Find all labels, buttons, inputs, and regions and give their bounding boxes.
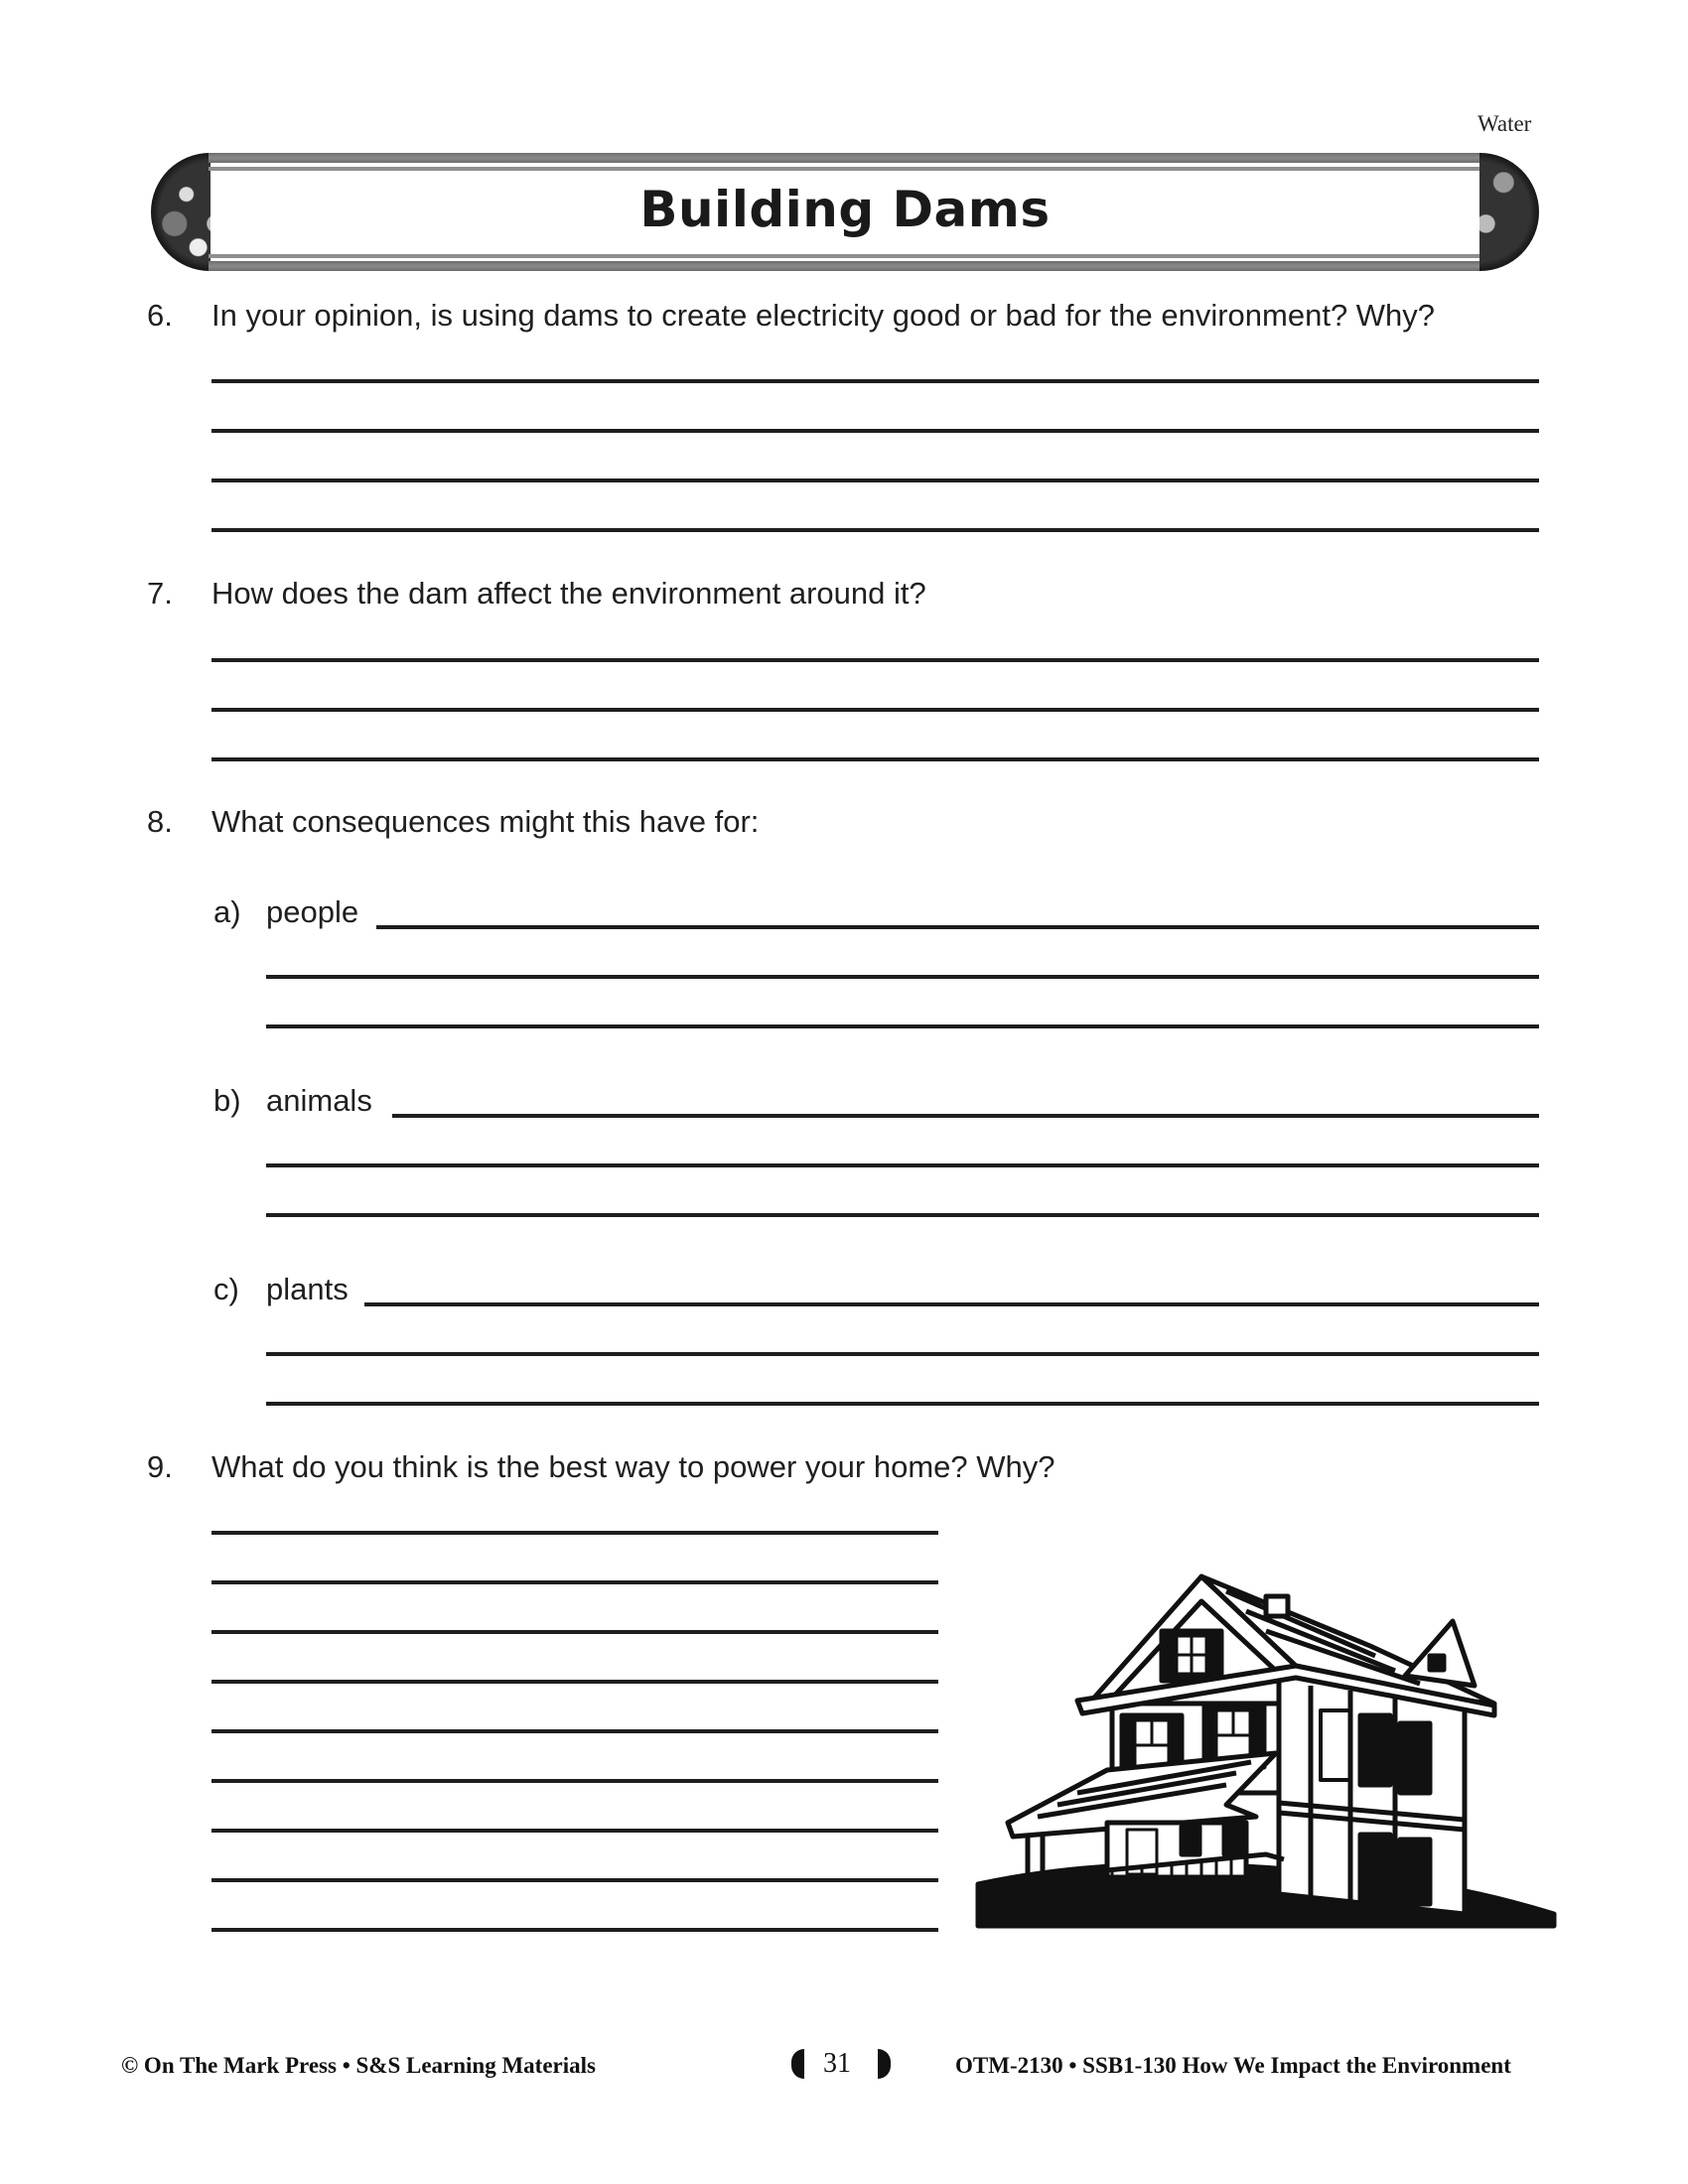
answer-line[interactable] (211, 1531, 938, 1535)
answer-line[interactable] (266, 975, 1539, 979)
question-text: What consequences might this have for: (211, 804, 760, 839)
banner-stripe (209, 254, 1481, 258)
answer-line[interactable] (211, 708, 1539, 712)
question-number: 9. (147, 1449, 173, 1484)
question-number: 8. (147, 804, 173, 839)
page-number: 31 (823, 2048, 851, 2079)
house-illustration (968, 1557, 1559, 1934)
answer-line[interactable] (211, 379, 1539, 383)
footer-book-title: OTM-2130 • SSB1-130 How We Impact the Environment (955, 2053, 1511, 2078)
globe-icon (151, 153, 211, 271)
answer-line[interactable] (376, 925, 1539, 929)
answer-line[interactable] (211, 1680, 938, 1684)
answer-line[interactable] (266, 1163, 1539, 1167)
answer-line[interactable] (266, 1352, 1539, 1356)
answer-line[interactable] (211, 1630, 938, 1634)
sub-question-label: animals (266, 1083, 372, 1118)
answer-line[interactable] (211, 478, 1539, 482)
page-marker-right-icon (878, 2049, 891, 2079)
question-text: What do you think is the best way to power your home? Why? (211, 1449, 1055, 1484)
answer-line[interactable] (211, 1829, 938, 1833)
question-text: In your opinion, is using dams to create electricity good or bad for the environment? Why? (211, 298, 1436, 333)
question-number: 6. (147, 298, 173, 333)
sub-question-label: people (266, 894, 359, 929)
answer-line[interactable] (266, 1024, 1539, 1028)
answer-line[interactable] (211, 658, 1539, 662)
answer-line[interactable] (211, 1779, 938, 1783)
globe-icon (1479, 153, 1539, 271)
answer-line[interactable] (211, 1878, 938, 1882)
answer-line[interactable] (211, 1580, 938, 1584)
question-number: 7. (147, 576, 173, 611)
answer-line[interactable] (211, 528, 1539, 532)
page-title: Building Dams (639, 181, 1051, 238)
answer-line[interactable] (211, 1928, 938, 1932)
answer-line[interactable] (364, 1302, 1539, 1306)
page-marker-left-icon (791, 2049, 804, 2079)
title-banner (151, 153, 1539, 271)
sub-question-letter: c) (213, 1272, 239, 1306)
answer-line[interactable] (211, 429, 1539, 433)
banner-stripe (209, 261, 1481, 271)
question-text: How does the dam affect the environment around it? (211, 576, 926, 611)
answer-line[interactable] (211, 757, 1539, 761)
sub-question-letter: a) (213, 894, 241, 929)
sub-question-label: plants (266, 1272, 349, 1306)
answer-line[interactable] (266, 1402, 1539, 1406)
answer-line[interactable] (266, 1213, 1539, 1217)
section-label: Water (1477, 111, 1532, 136)
answer-line[interactable] (392, 1114, 1539, 1118)
banner-stripe (209, 167, 1481, 171)
banner-stripe (209, 153, 1481, 163)
footer-publisher: © On The Mark Press • S&S Learning Materials (121, 2053, 596, 2078)
answer-line[interactable] (211, 1729, 938, 1733)
sub-question-letter: b) (213, 1083, 241, 1118)
